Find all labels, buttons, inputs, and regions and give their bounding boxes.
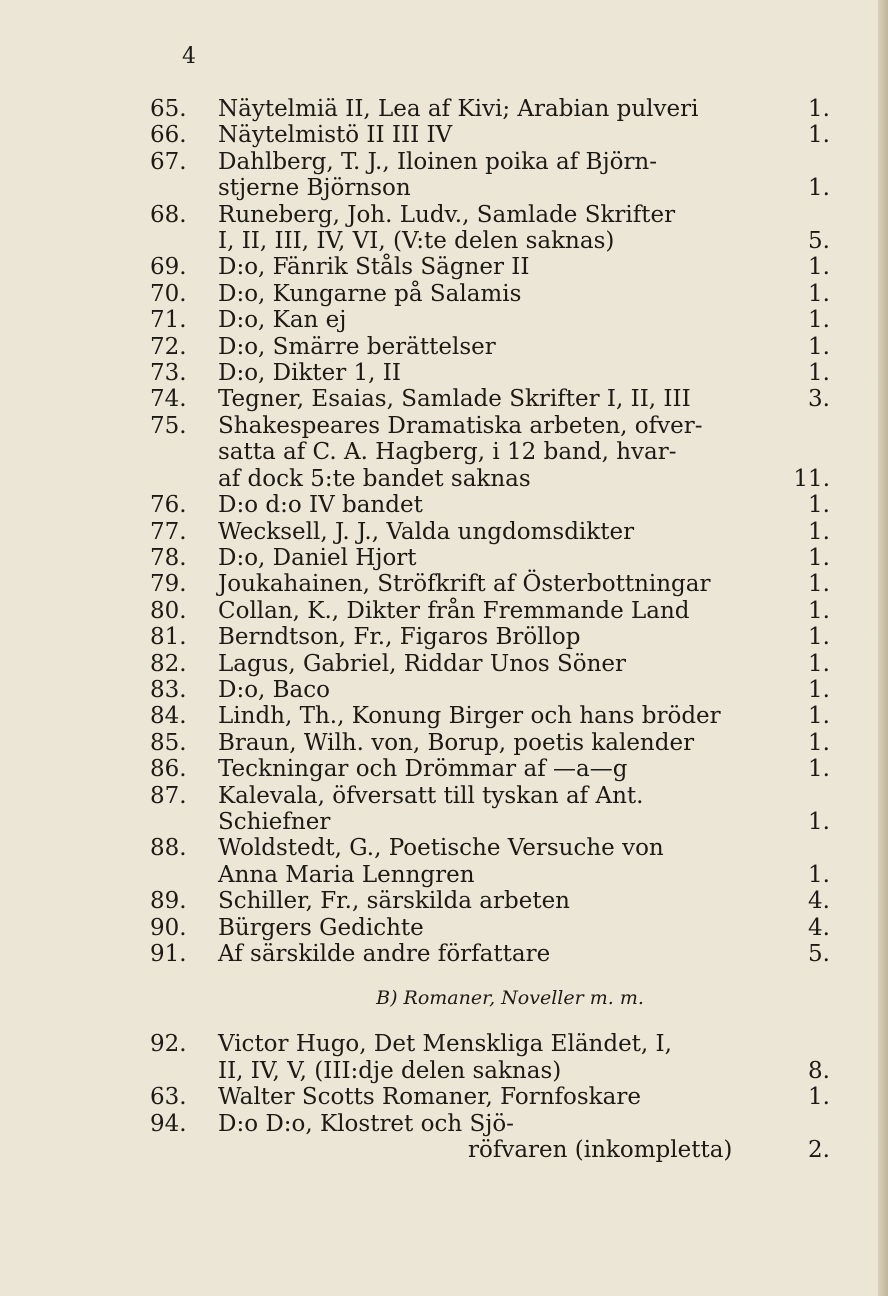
catalog-entry (150, 1084, 830, 1110)
entry-text (218, 1031, 790, 1084)
entry-number: 72. (150, 333, 187, 360)
entry-text (218, 571, 790, 597)
entry-line: D:o, Dikter 1, II (218, 360, 401, 387)
entry-text (218, 254, 790, 280)
entry-line: D:o, Kan ej (218, 307, 347, 334)
entry-line: Woldstedt, G., Poetische Versuche von (218, 835, 664, 862)
entry-line: Wecksell, J. J., Valda ungdomsdikter (218, 518, 635, 545)
entry-line: D:o, Kungarne på Salamis (218, 280, 522, 307)
entry-line: satta af C. A. Hagberg, i 12 band, hvar- (218, 439, 677, 466)
entry-count: 1. (808, 624, 830, 651)
entry-line: Walter Scotts Romaner, Fornfoskare (218, 1084, 641, 1111)
entry-count: 1. (808, 1084, 830, 1111)
entry-number: 84. (150, 703, 187, 730)
entry-line: stjerne Björnson (218, 175, 411, 202)
entry-count: 1. (808, 280, 830, 307)
entry-number: 77. (150, 518, 187, 545)
entry-line: Berndtson, Fr., Figaros Bröllop (218, 624, 581, 651)
entry-line: Bürgers Gedichte (218, 914, 424, 941)
entry-count: 1. (808, 808, 830, 835)
entry-number: 79. (150, 571, 187, 598)
entry-count: 1. (808, 307, 830, 334)
entry-number: 73. (150, 360, 187, 387)
entry-number: 82. (150, 650, 187, 677)
entry-text (218, 281, 790, 307)
entry-count: 4. (808, 888, 830, 915)
entry-count: 1. (808, 122, 830, 149)
entry-count: 4. (808, 914, 830, 941)
entry-text (218, 386, 790, 412)
catalog-entry (150, 281, 830, 307)
entry-text (218, 915, 790, 941)
entry-count: 1. (808, 518, 830, 545)
page-edge (878, 0, 888, 1296)
entry-count: 1. (808, 333, 830, 360)
catalog-entry (150, 571, 830, 597)
page-number: 4 (182, 44, 196, 69)
catalog-entry (150, 1031, 830, 1084)
catalog-entry (150, 386, 830, 412)
entry-count: 3. (808, 386, 830, 413)
catalog-entry (150, 598, 830, 624)
entry-count: 1. (808, 492, 830, 519)
entry-number: 91. (150, 941, 187, 967)
entry-count: 1. (808, 254, 830, 281)
section-heading-b: B) Romaner, Noveller m. m. (376, 987, 644, 1010)
catalog-entry (150, 122, 830, 148)
entry-number: 63. (150, 1084, 187, 1111)
entry-text (218, 360, 790, 386)
entry-text (218, 624, 790, 650)
catalog-entry (150, 202, 830, 255)
entry-number: 71. (150, 307, 187, 334)
catalog-entry (150, 360, 830, 386)
catalog-entry (150, 307, 830, 333)
entry-line: D:o D:o, Klostret och Sjö- (218, 1110, 514, 1137)
entry-text (218, 149, 790, 202)
entry-line: Näytelmiä II, Lea af Kivi; Arabian pulveri (218, 96, 699, 122)
entry-count: 1. (808, 703, 830, 730)
entry-line: Schiefner (218, 808, 331, 835)
catalog-entry (150, 334, 830, 360)
entry-line: Af särskilde andre författare (218, 941, 551, 967)
entry-line: Anna Maria Lenngren (218, 861, 475, 888)
entry-text (218, 598, 790, 624)
entry-number: 94. (150, 1110, 187, 1137)
entry-number: 68. (150, 201, 187, 228)
entry-text (218, 677, 790, 703)
entry-text (218, 730, 790, 756)
entry-text (218, 703, 790, 729)
entry-text (218, 307, 790, 333)
catalog-entry (150, 413, 830, 492)
entry-count: 1. (808, 597, 830, 624)
entry-line: Kalevala, öfversatt till tyskan af Ant. (218, 782, 644, 809)
entry-text (218, 492, 790, 518)
entry-line: af dock 5:te bandet saknas (218, 465, 531, 492)
entry-line: Dahlberg, T. J., Iloinen poika af Björn- (218, 148, 658, 175)
entry-number: 69. (150, 254, 187, 281)
entry-text (218, 122, 790, 148)
entry-line: Shakespeares Dramatiska arbeten, ofver- (218, 412, 703, 439)
catalog-entry (150, 835, 830, 888)
entry-count: 1. (808, 360, 830, 387)
entry-text (218, 756, 790, 782)
entry-number: 86. (150, 756, 187, 783)
catalog-entry (150, 545, 830, 571)
entry-line: Joukahainen, Ströfkrift af Österbottningar (218, 571, 711, 598)
entry-line: Braun, Wilh. von, Borup, poetis kalender (218, 729, 695, 756)
entry-number: 87. (150, 782, 187, 809)
entry-line: Victor Hugo, Det Menskliga Eländet, I, (218, 1031, 672, 1058)
entry-count: 1. (808, 861, 830, 888)
catalog-entry (150, 96, 830, 122)
entry-text (218, 413, 790, 492)
entry-line: I, II, III, IV, VI, (V:te delen saknas) (218, 228, 615, 255)
entry-count: 2. (808, 1137, 830, 1164)
entry-line: D:o d:o IV bandet (218, 492, 423, 519)
catalog-section-b (150, 1031, 830, 1163)
entry-count: 1. (808, 96, 830, 122)
entry-line: Näytelmistö II III IV (218, 122, 453, 149)
catalog-entry (150, 149, 830, 202)
entry-line: D:o, Fänrik Ståls Sägner II (218, 254, 530, 281)
entry-line: D:o, Daniel Hjort (218, 544, 417, 571)
entry-text (218, 783, 790, 836)
catalog-entry (150, 783, 830, 836)
catalog-entry (150, 677, 830, 703)
entry-count: 1. (808, 175, 830, 202)
catalog-entry (150, 492, 830, 518)
entry-text (218, 545, 790, 571)
entry-text (218, 519, 790, 545)
entry-number: 66. (150, 122, 187, 149)
entry-line: Tegner, Esaias, Samlade Skrifter I, II, III (218, 386, 691, 413)
catalog-entry (150, 730, 830, 756)
entry-line: II, IV, V, (III:dje delen saknas) (218, 1057, 562, 1084)
entry-line: röfvaren (inkompletta) (468, 1137, 733, 1164)
entry-text (218, 941, 790, 967)
entry-number: 80. (150, 597, 187, 624)
entry-text (218, 334, 790, 360)
entry-text (218, 96, 790, 122)
catalog-entry (150, 941, 830, 967)
entry-count: 1. (808, 729, 830, 756)
entry-count: 1. (808, 676, 830, 703)
entry-number: 92. (150, 1031, 187, 1058)
catalog-entry (150, 756, 830, 782)
catalog-entry (150, 703, 830, 729)
entry-line: Lindh, Th., Konung Birger och hans bröder (218, 703, 721, 730)
entry-text (218, 202, 790, 255)
entry-count: 1. (808, 571, 830, 598)
catalog-entry (150, 254, 830, 280)
entry-count: 1. (808, 544, 830, 571)
entry-number: 65. (150, 96, 187, 122)
entry-count: 5. (808, 941, 830, 967)
entry-line: Runeberg, Joh. Ludv., Samlade Skrifter (218, 201, 676, 228)
entry-text (218, 835, 790, 888)
entry-count: 5. (808, 228, 830, 255)
entry-number: 74. (150, 386, 187, 413)
catalog-entry (150, 915, 830, 941)
entry-text (218, 651, 790, 677)
entry-number: 83. (150, 676, 187, 703)
entry-number: 81. (150, 624, 187, 651)
entry-line: Collan, K., Dikter från Fremmande Land (218, 597, 690, 624)
catalog-entry (150, 624, 830, 650)
entry-number: 88. (150, 835, 187, 862)
entry-line: D:o, Smärre berättelser (218, 333, 496, 360)
catalog-entry (150, 1111, 830, 1164)
catalog-entry (150, 888, 830, 914)
catalog-entry (150, 519, 830, 545)
entry-count: 11. (793, 465, 830, 492)
entry-number: 85. (150, 729, 187, 756)
entry-count: 1. (808, 650, 830, 677)
catalog-entry (150, 651, 830, 677)
entry-number: 78. (150, 544, 187, 571)
entry-number: 67. (150, 148, 187, 175)
entry-number: 90. (150, 914, 187, 941)
entry-line: Schiller, Fr., särskilda arbeten (218, 888, 570, 915)
entry-count: 8. (808, 1057, 830, 1084)
entry-text (218, 1084, 790, 1110)
catalog-list (150, 96, 830, 1163)
entry-text (218, 888, 790, 914)
entry-number: 75. (150, 412, 187, 439)
entry-number: 70. (150, 280, 187, 307)
catalog-section-a (150, 96, 830, 967)
entry-text (218, 1111, 790, 1164)
entry-line: Lagus, Gabriel, Riddar Unos Söner (218, 650, 627, 677)
entry-number: 76. (150, 492, 187, 519)
entry-line: D:o, Baco (218, 676, 331, 703)
entry-line: Teckningar och Drömmar af —a—g (218, 756, 628, 783)
entry-number: 89. (150, 888, 187, 915)
entry-count: 1. (808, 756, 830, 783)
